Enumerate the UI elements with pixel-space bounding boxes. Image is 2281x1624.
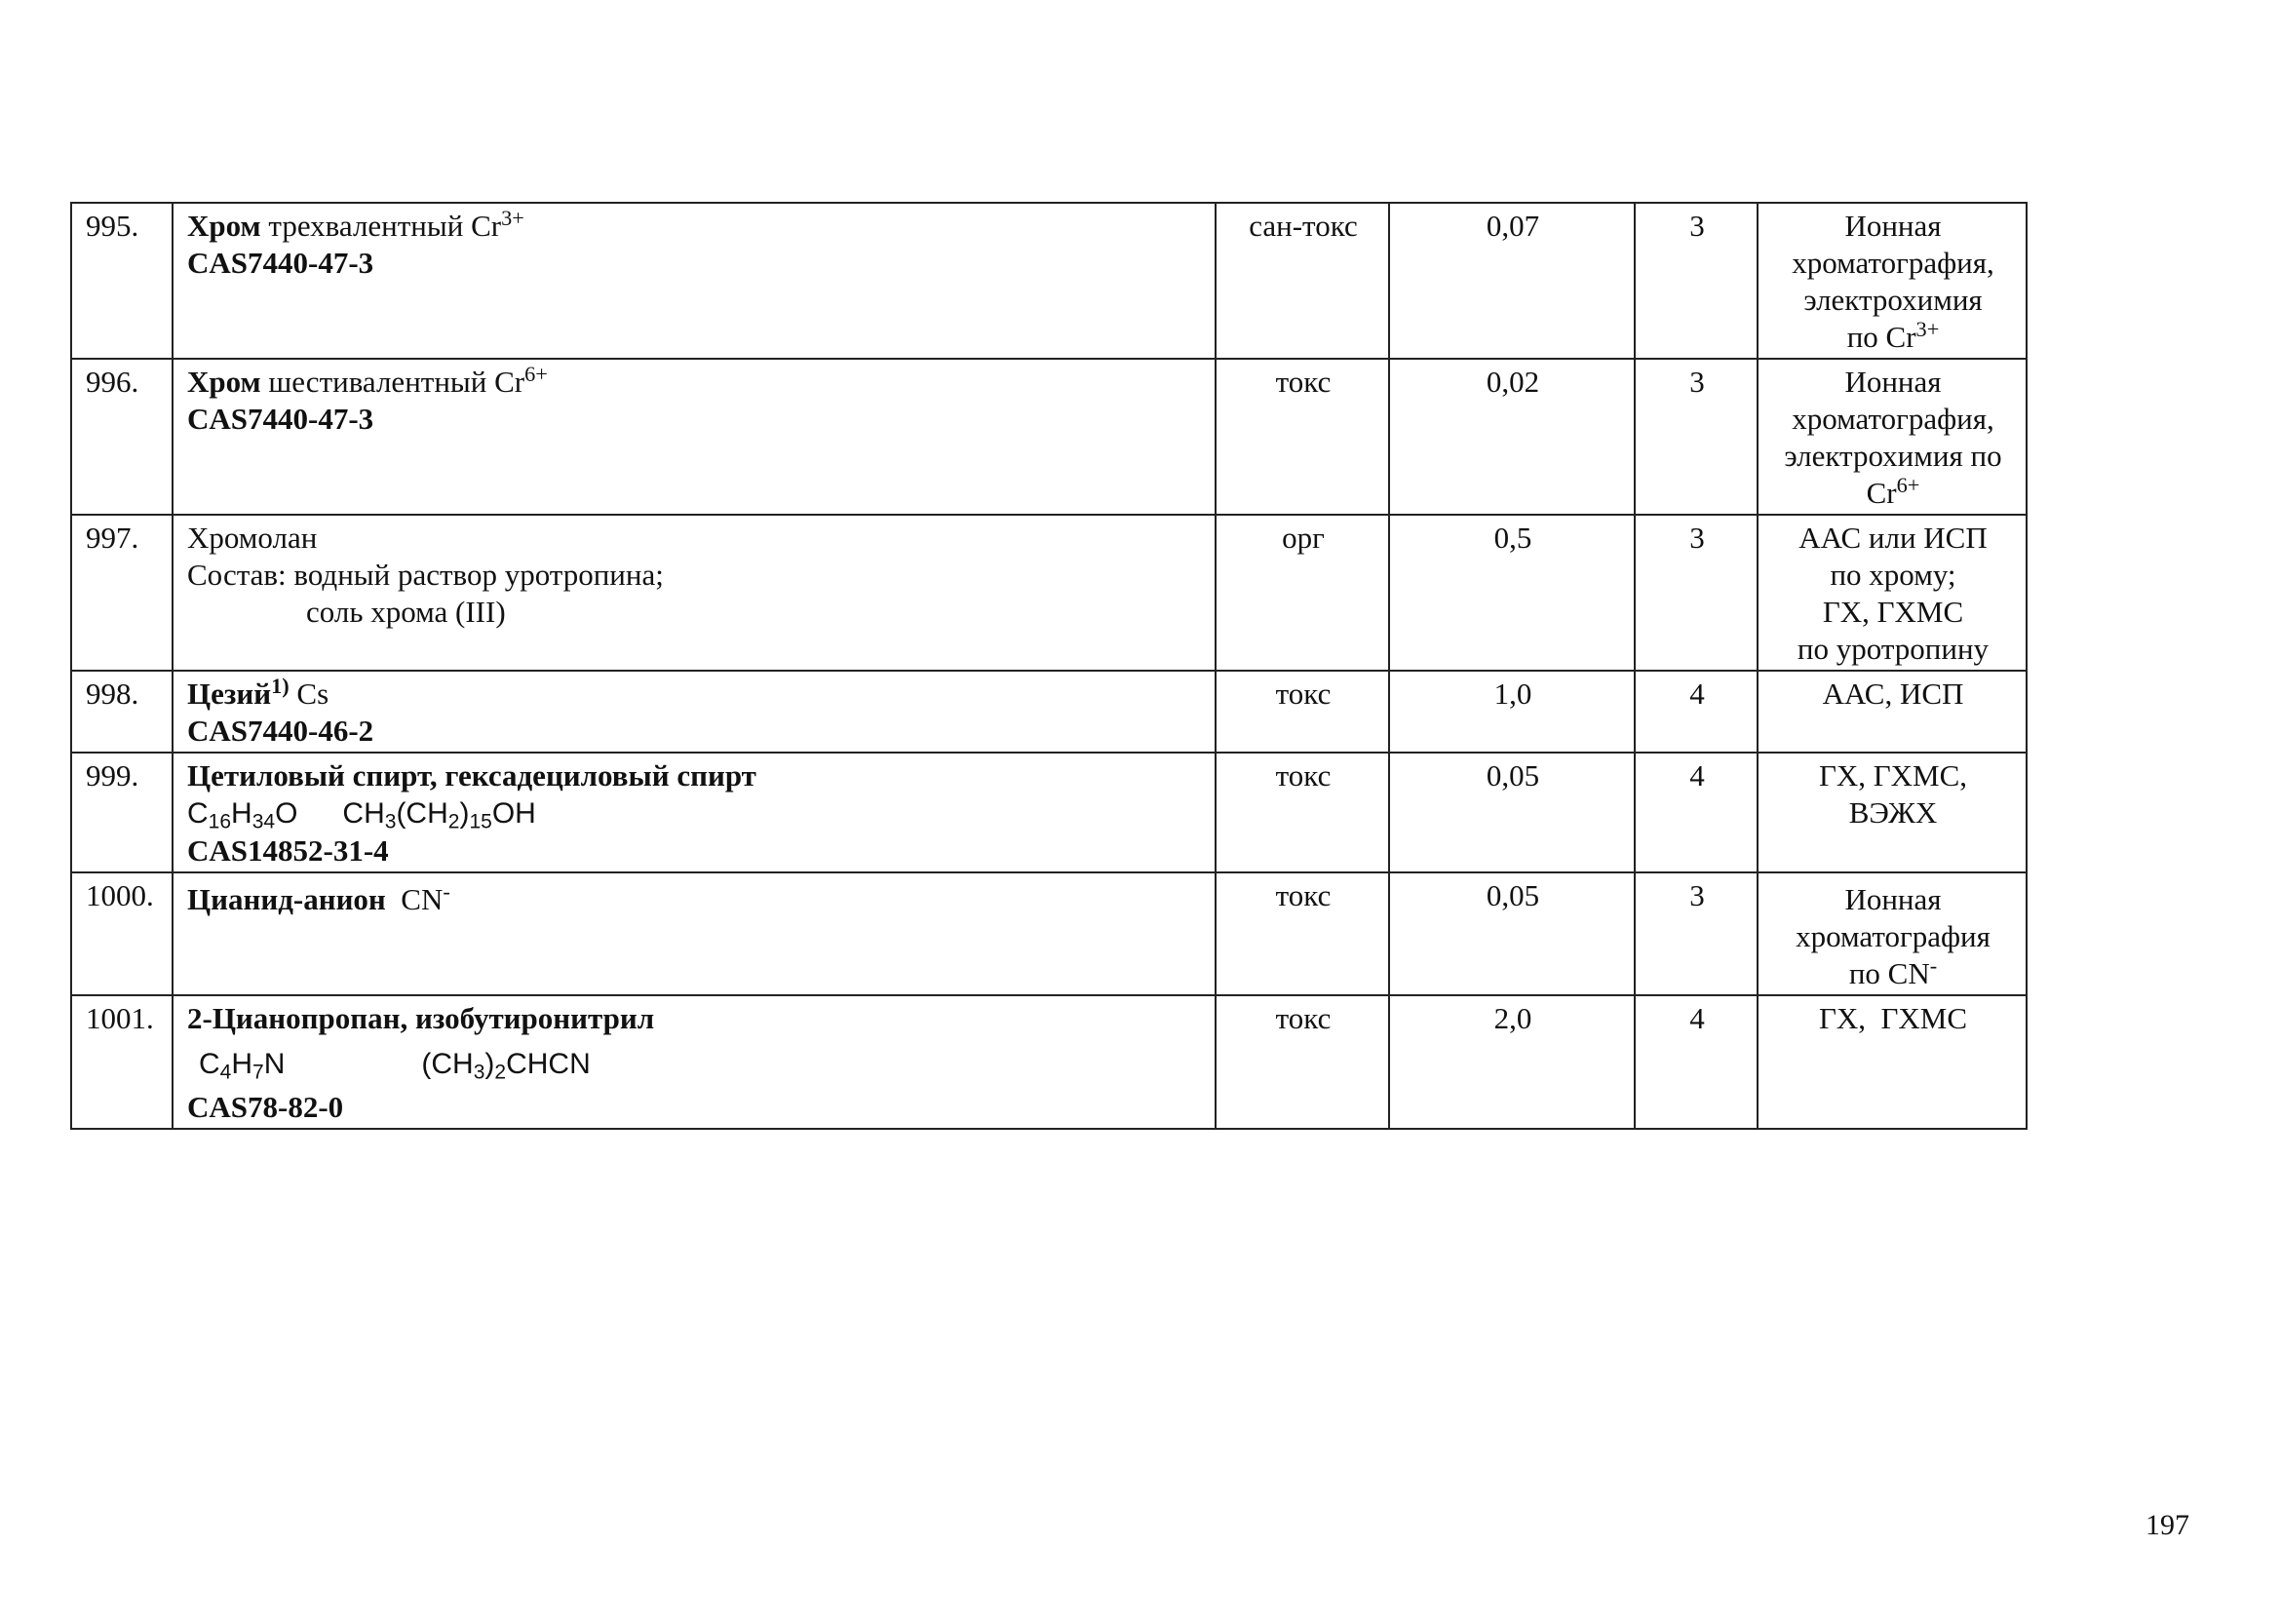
method-cell: Ионная хроматография по CN- bbox=[1758, 872, 2027, 995]
substance-cell bbox=[173, 515, 1216, 671]
class-cell: токс bbox=[1216, 872, 1389, 995]
row-number: 997. bbox=[71, 515, 173, 671]
class-cell: орг bbox=[1216, 515, 1389, 671]
substance-cell: Цезий$^{1)}$ Cs CAS7440-46-2 bbox=[173, 671, 1216, 753]
composition-line: соль хрома (III) bbox=[306, 595, 506, 629]
row-number: 1001. bbox=[71, 995, 173, 1129]
hazard-cell: 3 bbox=[1635, 515, 1758, 671]
hazard-cell: 4 bbox=[1635, 753, 1758, 872]
substance-name: Хром bbox=[187, 365, 261, 399]
composition-line: Состав: водный раствор уротропина; bbox=[187, 558, 664, 592]
substance-name: Цетиловый спирт, гексадециловый спирт bbox=[187, 758, 756, 793]
value-cell: 2,0 bbox=[1389, 995, 1635, 1129]
hazard-cell: 3 bbox=[1635, 359, 1758, 515]
method-cell: ГХ, ГХМС bbox=[1758, 995, 2027, 1129]
formula-line bbox=[187, 1045, 1203, 1083]
table-row bbox=[71, 671, 2027, 753]
class-cell: токс bbox=[1216, 753, 1389, 872]
structural-formula: $(CH_3)_2CHCN$ bbox=[421, 1048, 591, 1084]
cas-number: CAS78-82-0 bbox=[187, 1090, 344, 1124]
table-row bbox=[71, 995, 2027, 1129]
class-cell: токс bbox=[1216, 995, 1389, 1129]
substances-table bbox=[70, 202, 2028, 1130]
substance-cell bbox=[173, 753, 1216, 872]
method-cell: ГХ, ГХМС, ВЭЖХ bbox=[1758, 753, 2027, 872]
molecular-formula: $C_{16}H_{34}O$ bbox=[187, 797, 298, 833]
hazard-cell: 3 bbox=[1635, 872, 1758, 995]
method-cell: ААС или ИСП по хрому; ГХ, ГХМС по уротропину bbox=[1758, 515, 2027, 671]
value-cell: 0,5 bbox=[1389, 515, 1635, 671]
class-cell: токс bbox=[1216, 359, 1389, 515]
table-row bbox=[71, 753, 2027, 872]
substance-name: 2-Цианопропан, изобутиронитрил bbox=[187, 1001, 655, 1035]
method-cell: Ионная хроматография, электрохимия по $Cr^{6+}$ bbox=[1758, 359, 2027, 515]
table-row bbox=[71, 359, 2027, 515]
molecular-formula: $C_4H_7N$ bbox=[199, 1048, 286, 1084]
page-number: 197 bbox=[2146, 1509, 2189, 1541]
method-cell: ААС, ИСП bbox=[1758, 671, 2027, 753]
substance-name: Хромолан bbox=[187, 521, 318, 555]
row-number: 999. bbox=[71, 753, 173, 872]
cas-number: CAS7440-46-2 bbox=[187, 714, 374, 748]
value-cell: 1,0 bbox=[1389, 671, 1635, 753]
substance-name: Хром bbox=[187, 209, 261, 243]
class-cell: токс bbox=[1216, 671, 1389, 753]
method-cell: Ионная хроматография, электрохимия по $Cr^{3+}$ bbox=[1758, 203, 2027, 359]
row-number: 998. bbox=[71, 671, 173, 753]
cas-number: CAS7440-47-3 bbox=[187, 246, 374, 280]
table-row bbox=[71, 203, 2027, 359]
row-number: 995. bbox=[71, 203, 173, 359]
substance-name: Цианид-анион bbox=[187, 882, 386, 916]
hazard-cell: 4 bbox=[1635, 995, 1758, 1129]
table-row bbox=[71, 515, 2027, 671]
value-cell: 0,07 bbox=[1389, 203, 1635, 359]
substance-cell bbox=[173, 995, 1216, 1129]
row-number: 1000. bbox=[71, 872, 173, 995]
value-cell: 0,05 bbox=[1389, 872, 1635, 995]
row-number: 996. bbox=[71, 359, 173, 515]
substance-cell: Хром трехвалентный $Cr^{3+}$ CAS7440-47-3 bbox=[173, 203, 1216, 359]
cas-number: CAS14852-31-4 bbox=[187, 833, 389, 868]
footnote-marker: 1) bbox=[271, 673, 290, 698]
cas-number: CAS7440-47-3 bbox=[187, 402, 374, 436]
substance-cell: Хром шестивалентный $Cr^{6+}$ CAS7440-47-3 bbox=[173, 359, 1216, 515]
formula-line bbox=[187, 794, 1203, 832]
hazard-cell: 3 bbox=[1635, 203, 1758, 359]
hazard-cell: 4 bbox=[1635, 671, 1758, 753]
class-cell: сан-токс bbox=[1216, 203, 1389, 359]
table-row bbox=[71, 872, 2027, 995]
structural-formula: $CH_3(CH_2)_{15}OH$ bbox=[342, 797, 536, 833]
value-cell: 0,05 bbox=[1389, 753, 1635, 872]
substance-name: Цезий bbox=[187, 677, 272, 711]
value-cell: 0,02 bbox=[1389, 359, 1635, 515]
substance-cell: Цианид-анион CN- bbox=[173, 872, 1216, 995]
